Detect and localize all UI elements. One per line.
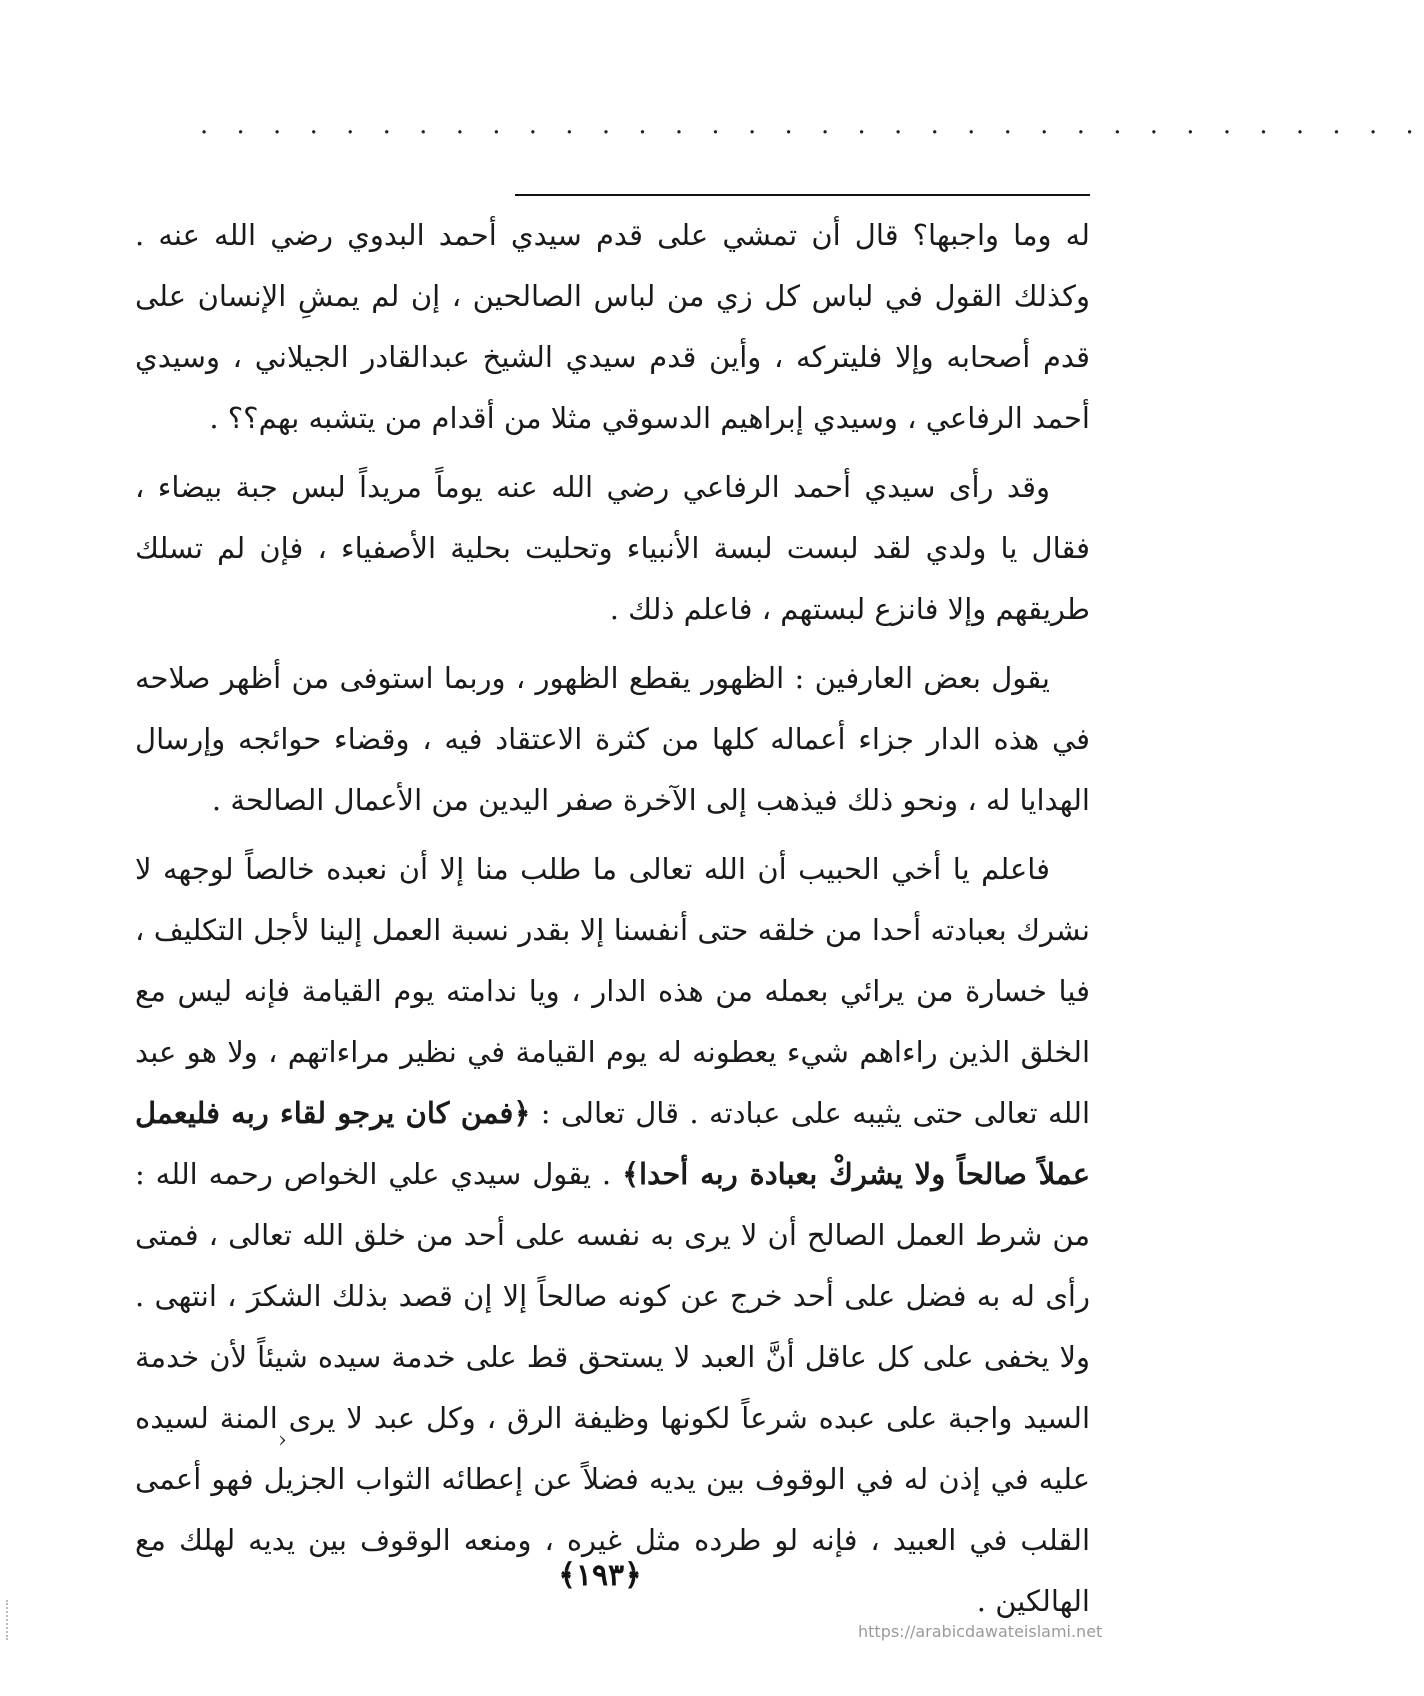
stray-mark: ›	[278, 1428, 287, 1453]
text-body	[135, 205, 1090, 1632]
paragraph-4-after-quote: . يقول سيدي علي الخواص رحمه الله : من شرط العمل الصالح أن لا يرى به نفسه على أحد من خلق الله تعالى ، فمتى رأى له به فضل على أحد خرج عن كونه صالحاً إلا إن قصد بذلك الشكرَ ، انتهى . ولا يخفى على كل عاقل أنَّ العبد لا يستحق قط على خدمة سيده شيئاً لأن خدمة السيد واجبة على عبده شرعاً لكونها وظيفة الرق ، وكل عبد لا يرى المنة لسيده عليه في إذن له في الوقوف بين يديه فضلاً عن إعطائه الثواب الجزيل فهو أعمى القلب في العبيد ، فإنه لو طرده مثل غيره ، ومنعه الوقوف بين يديه لهلك مع الهالكين .	[135, 1157, 1091, 1618]
paragraph-4	[135, 839, 1090, 1632]
page-number: ﴿١٩٣﴾	[558, 1558, 642, 1593]
header-rule	[515, 194, 1090, 196]
watermark-url: https://arabicdawateislami.net	[858, 1622, 1103, 1641]
paragraph-3: يقول بعض العارفين : الظهور يقطع الظهور ، وربما استوفى من أظهر صلاحه في هذه الدار جزاء أعماله كلها من كثرة الاعتقاد فيه ، وقضاء حوائجه وإرسال الهدايا له ، ونحو ذلك فيذهب إلى الآخرة صفر اليدين من الأعمال الصالحة .	[135, 661, 1090, 817]
decorative-dot-border: · · · · · · · · · · · · · · · · · · · · · · · · · · · · · · · · · ·	[200, 118, 1424, 148]
paragraph-1: له وما واجبها؟ قال أن تمشي على قدم سيدي أحمد البدوي رضي الله عنه . وكذلك القول في لباس كل زي من لباس الصالحين ، إن لم يمشِ الإنسان على قدم أصحابه وإلا فليتركه ، وأين قدم سيدي الشيخ عبدالقادر الجيلاني ، وسيدي أحمد الرفاعي ، وسيدي إبراهيم الدسوقي مثلا من أقدام من يتشبه بهم؟؟ .	[135, 218, 1090, 435]
paragraph-2: وقد رأى سيدي أحمد الرفاعي رضي الله عنه يوماً مريداً لبس جبة بيضاء ، فقال يا ولدي لقد لبست لبسة الأنبياء وتحليت بحلية الأصفياء ، فإن لم تسلك طريقهم وإلا فانزع لبستهم ، فاعلم ذلك .	[135, 470, 1090, 626]
paragraph-4-before-quote: فاعلم يا أخي الحبيب أن الله تعالى ما طلب منا إلا أن نعبده خالصاً لوجهه لا نشرك بعبادته أحدا من خلقه حتى أنفسنا إلا بقدر نسبة العمل إلينا لأجل التكليف ، فيا خسارة من يرائي بعمله من هذه الدار ، ويا ندامته يوم القيامة فإنه ليس مع الخلق الذين راءاهم شيء يعطونه له يوم القيامة في نظير مراءاتهم ، ولا هو عبد الله تعالى حتى يثيبه على عبادته . قال تعالى :	[135, 852, 1090, 1130]
quran-verse: ﴿فمن كان يرجو لقاء ربه فليعمل عملاً صالحاً ولا يشركْ بعبادة ربه أحدا﴾	[135, 1096, 1091, 1191]
scan-artifact	[6, 1600, 10, 1640]
